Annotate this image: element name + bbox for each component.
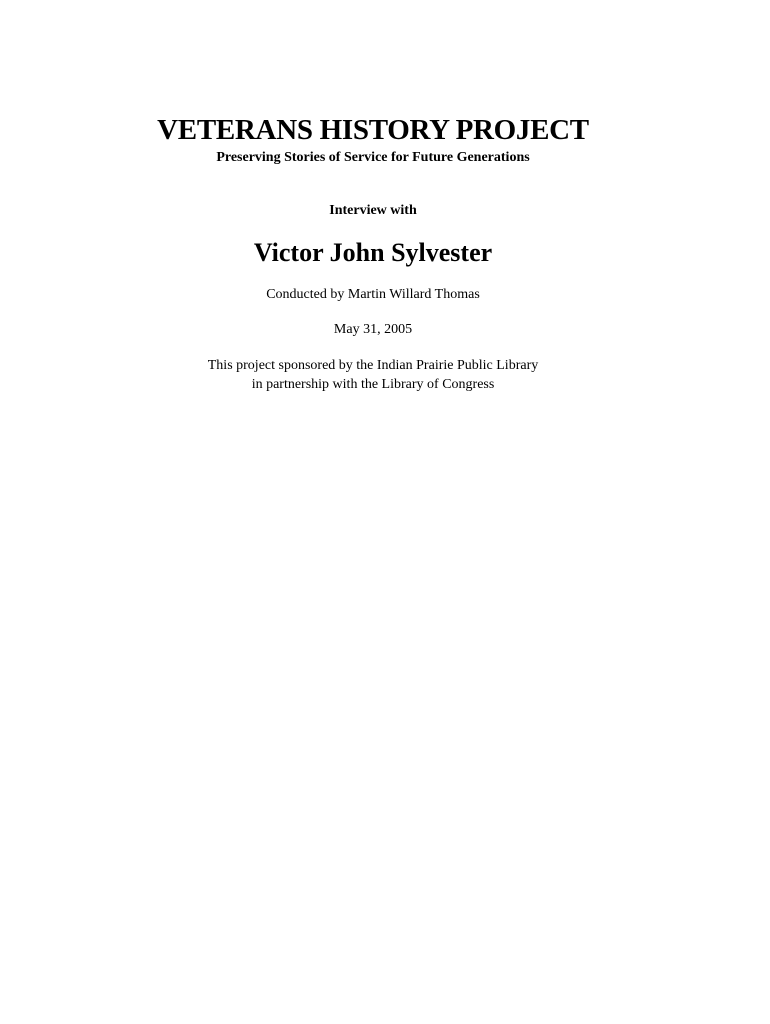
interview-date: May 31, 2005 xyxy=(333,322,413,337)
document-title: VETERANS HISTORY PROJECT xyxy=(157,114,589,146)
sponsor-line: This project sponsored by the Indian Prairie Public Library xyxy=(207,358,539,373)
interviewee-name: Victor John Sylvester xyxy=(253,238,493,267)
conducted-by: Conducted by Martin Willard Thomas xyxy=(266,287,480,302)
document-subtitle: Preserving Stories of Service for Future Generations xyxy=(216,150,530,165)
partnership-line: in partnership with the Library of Congress xyxy=(251,377,495,392)
interview-label: Interview with xyxy=(329,203,417,218)
